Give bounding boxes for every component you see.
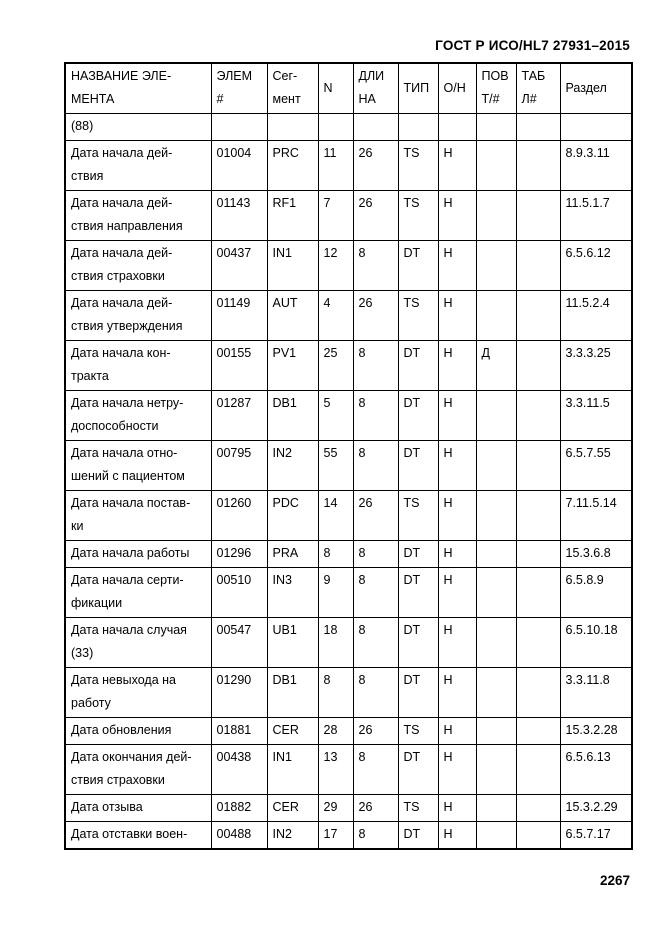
column-header-label: мент	[272, 92, 301, 106]
segment-cell: DB1	[267, 668, 318, 718]
element-name-cell	[65, 822, 211, 850]
data-type-cell: DT	[398, 668, 438, 718]
element-name-line: фикации	[71, 596, 123, 610]
length-cell: 26	[353, 718, 398, 745]
elem-number-cell: 00437	[211, 241, 267, 291]
section-cell: 7.11.5.14	[560, 491, 632, 541]
element-name-line: Дата начала отно-	[71, 446, 178, 460]
repeat-cell	[476, 191, 516, 241]
table-id-cell	[516, 618, 560, 668]
table-id-cell	[516, 191, 560, 241]
element-name-line: (33)	[71, 646, 94, 660]
table-row	[65, 114, 632, 141]
element-name-line: ствия направления	[71, 219, 183, 233]
elem-number-cell: 01260	[211, 491, 267, 541]
element-name-cell	[65, 291, 211, 341]
optionality-cell: Н	[438, 718, 476, 745]
element-name-line: Дата отзыва	[71, 800, 143, 814]
element-name-line: ствия	[71, 169, 104, 183]
table-row	[65, 822, 632, 850]
element-name-line: Дата начала работы	[71, 546, 190, 560]
optionality-cell: Н	[438, 568, 476, 618]
segment-cell: PV1	[267, 341, 318, 391]
table-row	[65, 568, 632, 618]
table-row	[65, 795, 632, 822]
elem-number-cell: 00795	[211, 441, 267, 491]
data-type-cell: TS	[398, 491, 438, 541]
section-cell: 11.5.2.4	[560, 291, 632, 341]
table-id-cell	[516, 341, 560, 391]
optionality-cell: Н	[438, 441, 476, 491]
repeat-cell	[476, 822, 516, 850]
repeat-cell	[476, 568, 516, 618]
column-header-label: #	[216, 92, 224, 106]
length-cell: 8	[353, 822, 398, 850]
element-name-line: работу	[71, 696, 111, 710]
table-row	[65, 341, 632, 391]
sequence-n-cell: 8	[318, 668, 353, 718]
document-header: ГОСТ Р ИСО/HL7 27931–2015	[435, 38, 630, 53]
column-header-table-id	[516, 63, 560, 114]
column-header-label: Сег-	[272, 69, 298, 83]
segment-cell: IN3	[267, 568, 318, 618]
table-id-cell	[516, 541, 560, 568]
element-name-cell	[65, 341, 211, 391]
repeat-cell	[476, 541, 516, 568]
repeat-cell	[476, 491, 516, 541]
column-header-type	[398, 63, 438, 114]
optionality-cell: Н	[438, 391, 476, 441]
table-id-cell	[516, 114, 560, 141]
column-header-segment	[267, 63, 318, 114]
section-cell: 6.5.6.13	[560, 745, 632, 795]
sequence-n-cell: 17	[318, 822, 353, 850]
column-header-label: Т/#	[481, 92, 500, 106]
column-header-length	[353, 63, 398, 114]
elem-number-cell: 00155	[211, 341, 267, 391]
column-header-label: ДЛИ	[358, 69, 385, 83]
element-name-line: Дата отставки воен-	[71, 827, 188, 841]
sequence-n-cell: 28	[318, 718, 353, 745]
column-header-label: ТАБ	[521, 69, 546, 83]
repeat-cell	[476, 391, 516, 441]
element-name-line: Дата начала нетру-	[71, 396, 184, 410]
length-cell: 26	[353, 291, 398, 341]
data-type-cell: TS	[398, 795, 438, 822]
length-cell: 8	[353, 341, 398, 391]
table-id-cell	[516, 745, 560, 795]
length-cell: 26	[353, 491, 398, 541]
table-header-row	[65, 63, 632, 114]
section-cell: 8.9.3.11	[560, 141, 632, 191]
section-cell: 3.3.11.5	[560, 391, 632, 441]
table-id-cell	[516, 718, 560, 745]
data-type-cell: DT	[398, 241, 438, 291]
segment-cell: UB1	[267, 618, 318, 668]
segment-cell: PRC	[267, 141, 318, 191]
optionality-cell: Н	[438, 291, 476, 341]
element-name-cell	[65, 568, 211, 618]
table-row	[65, 191, 632, 241]
sequence-n-cell: 5	[318, 391, 353, 441]
element-name-line: Дата начала дей-	[71, 296, 173, 310]
data-type-cell: TS	[398, 191, 438, 241]
table-row	[65, 141, 632, 191]
sequence-n-cell: 25	[318, 341, 353, 391]
section-cell: 3.3.11.8	[560, 668, 632, 718]
sequence-n-cell: 9	[318, 568, 353, 618]
segment-cell	[267, 114, 318, 141]
length-cell: 8	[353, 241, 398, 291]
length-cell: 8	[353, 618, 398, 668]
page-number: 2267	[599, 873, 630, 888]
column-header-repeat	[476, 63, 516, 114]
optionality-cell: Н	[438, 141, 476, 191]
element-name-line: ки	[71, 519, 84, 533]
column-header-optionality	[438, 63, 476, 114]
length-cell	[353, 114, 398, 141]
length-cell: 26	[353, 191, 398, 241]
table-id-cell	[516, 795, 560, 822]
segment-cell: IN2	[267, 822, 318, 850]
length-cell: 8	[353, 541, 398, 568]
repeat-cell	[476, 718, 516, 745]
element-name-cell	[65, 618, 211, 668]
element-name-line: Дата обновления	[71, 723, 172, 737]
sequence-n-cell: 29	[318, 795, 353, 822]
optionality-cell	[438, 114, 476, 141]
elem-number-cell: 01149	[211, 291, 267, 341]
element-name-line: ствия утверждения	[71, 319, 183, 333]
elem-number-cell: 01143	[211, 191, 267, 241]
section-cell	[560, 114, 632, 141]
column-header-elem	[211, 63, 267, 114]
data-type-cell: DT	[398, 822, 438, 850]
element-name-cell	[65, 491, 211, 541]
section-cell: 3.3.3.25	[560, 341, 632, 391]
element-name-cell	[65, 745, 211, 795]
element-name-line: Дата невыхода на	[71, 673, 176, 687]
elem-number-cell: 00547	[211, 618, 267, 668]
optionality-cell: Н	[438, 618, 476, 668]
element-name-cell	[65, 141, 211, 191]
length-cell: 8	[353, 745, 398, 795]
elem-number-cell: 01004	[211, 141, 267, 191]
length-cell: 8	[353, 391, 398, 441]
table-row	[65, 745, 632, 795]
column-header-label: О/Н	[443, 80, 466, 95]
sequence-n-cell: 13	[318, 745, 353, 795]
length-cell: 8	[353, 668, 398, 718]
element-name-cell	[65, 718, 211, 745]
sequence-n-cell: 55	[318, 441, 353, 491]
table-row	[65, 718, 632, 745]
optionality-cell: Н	[438, 795, 476, 822]
element-name-line: Дата начала дей-	[71, 196, 173, 210]
repeat-cell	[476, 745, 516, 795]
table-row	[65, 441, 632, 491]
segment-cell: IN1	[267, 745, 318, 795]
segment-cell: AUT	[267, 291, 318, 341]
elements-table	[64, 62, 633, 850]
repeat-cell: Д	[476, 341, 516, 391]
data-type-cell: TS	[398, 141, 438, 191]
sequence-n-cell: 4	[318, 291, 353, 341]
elem-number-cell: 00438	[211, 745, 267, 795]
section-cell: 6.5.7.55	[560, 441, 632, 491]
table-id-cell	[516, 491, 560, 541]
data-type-cell: DT	[398, 618, 438, 668]
optionality-cell: Н	[438, 668, 476, 718]
element-name-line: ствия страховки	[71, 773, 165, 787]
repeat-cell	[476, 618, 516, 668]
optionality-cell: Н	[438, 745, 476, 795]
optionality-cell: Н	[438, 241, 476, 291]
elem-number-cell	[211, 114, 267, 141]
table-id-cell	[516, 668, 560, 718]
column-header-label: ТИП	[403, 80, 430, 95]
section-cell: 15.3.2.28	[560, 718, 632, 745]
column-header-n	[318, 63, 353, 114]
section-cell: 11.5.1.7	[560, 191, 632, 241]
segment-cell: CER	[267, 718, 318, 745]
optionality-cell: Н	[438, 341, 476, 391]
element-name-line: Дата начала дей-	[71, 246, 173, 260]
element-name-line: доспособности	[71, 419, 159, 433]
repeat-cell	[476, 241, 516, 291]
length-cell: 26	[353, 795, 398, 822]
table-id-cell	[516, 291, 560, 341]
segment-cell: PRA	[267, 541, 318, 568]
table-row	[65, 241, 632, 291]
length-cell: 26	[353, 141, 398, 191]
elem-number-cell: 01287	[211, 391, 267, 441]
column-header-label: ПОВ	[481, 69, 509, 83]
elem-number-cell: 01296	[211, 541, 267, 568]
data-type-cell: DT	[398, 391, 438, 441]
sequence-n-cell: 12	[318, 241, 353, 291]
repeat-cell	[476, 291, 516, 341]
sequence-n-cell	[318, 114, 353, 141]
table-row	[65, 391, 632, 441]
repeat-cell	[476, 668, 516, 718]
element-name-cell	[65, 541, 211, 568]
table-id-cell	[516, 822, 560, 850]
length-cell: 8	[353, 568, 398, 618]
segment-cell: RF1	[267, 191, 318, 241]
length-cell: 8	[353, 441, 398, 491]
elem-number-cell: 00510	[211, 568, 267, 618]
optionality-cell: Н	[438, 191, 476, 241]
element-name-cell	[65, 668, 211, 718]
data-type-cell: DT	[398, 441, 438, 491]
column-header-section	[560, 63, 632, 114]
element-name-line: тракта	[71, 369, 109, 383]
elem-number-cell: 01881	[211, 718, 267, 745]
column-header-label: ЭЛЕМ	[216, 69, 253, 83]
table-id-cell	[516, 441, 560, 491]
segment-cell: CER	[267, 795, 318, 822]
sequence-n-cell: 18	[318, 618, 353, 668]
element-name-line: Дата окончания дей-	[71, 750, 192, 764]
table-row	[65, 668, 632, 718]
element-name-line: Дата начала постав-	[71, 496, 191, 510]
data-type-cell: DT	[398, 568, 438, 618]
column-header-label: НАЗВАНИЕ ЭЛЕ-	[71, 69, 172, 83]
data-type-cell: DT	[398, 541, 438, 568]
element-name-line: (88)	[71, 119, 94, 133]
element-name-cell	[65, 114, 211, 141]
data-type-cell	[398, 114, 438, 141]
element-name-line: Дата начала серти-	[71, 573, 184, 587]
element-name-cell	[65, 391, 211, 441]
repeat-cell	[476, 114, 516, 141]
section-cell: 6.5.7.17	[560, 822, 632, 850]
elem-number-cell: 01290	[211, 668, 267, 718]
element-name-line: Дата начала дей-	[71, 146, 173, 160]
table-row	[65, 541, 632, 568]
table-id-cell	[516, 241, 560, 291]
section-cell: 15.3.2.29	[560, 795, 632, 822]
segment-cell: PDC	[267, 491, 318, 541]
table-id-cell	[516, 141, 560, 191]
repeat-cell	[476, 141, 516, 191]
column-header-label: N	[323, 80, 333, 95]
section-cell: 6.5.8.9	[560, 568, 632, 618]
element-name-cell	[65, 795, 211, 822]
section-cell: 6.5.6.12	[560, 241, 632, 291]
section-cell: 6.5.10.18	[560, 618, 632, 668]
column-header-label: Раздел	[565, 80, 607, 95]
elem-number-cell: 00488	[211, 822, 267, 850]
element-name-line: ствия страховки	[71, 269, 165, 283]
element-name-cell	[65, 191, 211, 241]
column-header-label: МЕНТА	[71, 92, 115, 106]
table-row	[65, 291, 632, 341]
section-cell: 15.3.6.8	[560, 541, 632, 568]
column-header-name	[65, 63, 211, 114]
table-row	[65, 491, 632, 541]
column-header-label: Л#	[521, 92, 537, 106]
repeat-cell	[476, 441, 516, 491]
data-type-cell: DT	[398, 341, 438, 391]
segment-cell: IN1	[267, 241, 318, 291]
table-id-cell	[516, 391, 560, 441]
table-row	[65, 618, 632, 668]
sequence-n-cell: 11	[318, 141, 353, 191]
column-header-label: НА	[358, 92, 376, 106]
table-id-cell	[516, 568, 560, 618]
data-type-cell: TS	[398, 291, 438, 341]
segment-cell: DB1	[267, 391, 318, 441]
repeat-cell	[476, 795, 516, 822]
sequence-n-cell: 8	[318, 541, 353, 568]
element-name-line: шений с пациентом	[71, 469, 185, 483]
optionality-cell: Н	[438, 491, 476, 541]
table-body	[65, 63, 632, 849]
optionality-cell: Н	[438, 822, 476, 850]
elem-number-cell: 01882	[211, 795, 267, 822]
data-type-cell: TS	[398, 718, 438, 745]
sequence-n-cell: 14	[318, 491, 353, 541]
element-name-line: Дата начала кон-	[71, 346, 171, 360]
element-name-cell	[65, 441, 211, 491]
data-type-cell: DT	[398, 745, 438, 795]
optionality-cell: Н	[438, 541, 476, 568]
sequence-n-cell: 7	[318, 191, 353, 241]
element-name-line: Дата начала случая	[71, 623, 187, 637]
element-name-cell	[65, 241, 211, 291]
segment-cell: IN2	[267, 441, 318, 491]
